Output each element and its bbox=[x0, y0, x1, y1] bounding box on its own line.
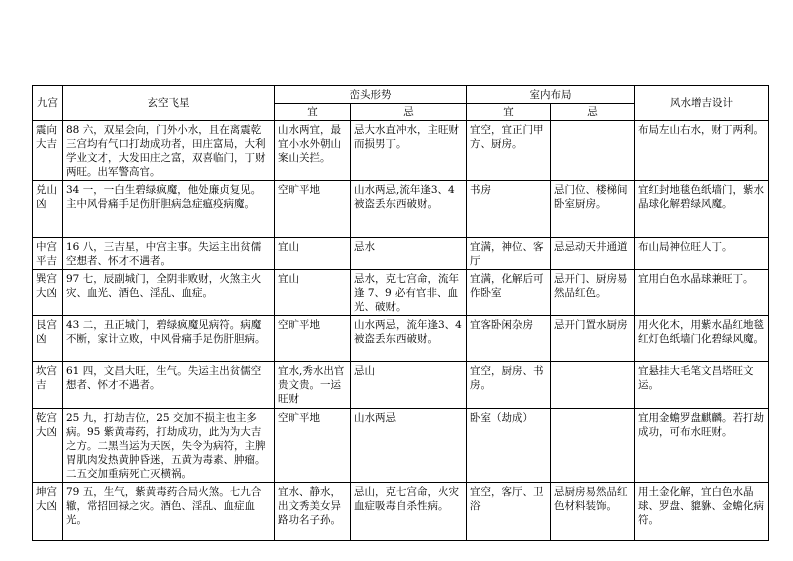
flying-star-cell: 25 九，打劫吉位，25 交加不损主也主多病。95 紫黄毒药，打劫成功，此为为大吉之方。二黑当运为天医，失令为病符，主脾胃肌肉发热黄肿昏迷，五黄为毒素、肿瘤。二五交加重病死亡灭横祸。 bbox=[63, 409, 275, 483]
indoor-yi-cell: 宜满，神位、客厅 bbox=[467, 238, 551, 270]
terrain-ji-cell: 忌水 bbox=[351, 238, 467, 270]
indoor-yi-cell: 书房 bbox=[467, 181, 551, 238]
terrain-yi-cell: 空旷平地 bbox=[275, 316, 351, 362]
palace-cell: 坤宫大凶 bbox=[33, 483, 63, 541]
terrain-ji-cell: 山水两忌,流年逢3、4 被盗丢东西破财。 bbox=[351, 181, 467, 238]
table-row bbox=[33, 316, 769, 362]
header-palace: 九宫 bbox=[33, 86, 63, 121]
indoor-yi-cell: 宜客卧闲杂房 bbox=[467, 316, 551, 362]
indoor-yi-cell: 宜空，宜正门甲方、厨房。 bbox=[467, 121, 551, 181]
table-row bbox=[33, 483, 769, 541]
flying-star-cell: 61 四，文昌大旺，生气。失运主出贫儒空想者、怀才不遇者。 bbox=[63, 362, 275, 409]
terrain-ji-cell: 山水两忌 bbox=[351, 409, 467, 483]
indoor-ji-cell bbox=[551, 409, 635, 483]
subheader-indoor-yi: 宜 bbox=[467, 104, 551, 121]
header-flying-star: 玄空飞星 bbox=[63, 86, 275, 121]
header-indoor: 室内布局 bbox=[467, 86, 635, 104]
header-row bbox=[33, 86, 769, 104]
table-row bbox=[33, 270, 769, 316]
indoor-yi-cell: 卧室（劫成） bbox=[467, 409, 551, 483]
design-cell: 宜用金蟾罗盘麒麟。若打劫成功，可布水旺财。 bbox=[635, 409, 769, 483]
terrain-yi-cell: 宜水,秀水出官贵文贵。一运旺财 bbox=[275, 362, 351, 409]
indoor-ji-cell: 忌厨房易然品红色材料装饰。 bbox=[551, 483, 635, 541]
terrain-yi-cell: 宜山 bbox=[275, 270, 351, 316]
design-cell: 用土金化解，宜白色水晶球、罗盘、貔貅、金蟾化病符。 bbox=[635, 483, 769, 541]
terrain-yi-cell: 宜水、静水，出文秀美女异路功名子孙。 bbox=[275, 483, 351, 541]
header-terrain: 峦头形势 bbox=[275, 86, 467, 104]
indoor-ji-cell: 忌开门、厨房易然品红色。 bbox=[551, 270, 635, 316]
palace-cell: 中宫平吉 bbox=[33, 238, 63, 270]
indoor-ji-cell: 忌开门置水厨房 bbox=[551, 316, 635, 362]
indoor-ji-cell bbox=[551, 362, 635, 409]
design-cell: 宜悬挂大毛笔文昌塔旺文运。 bbox=[635, 362, 769, 409]
table-row bbox=[33, 181, 769, 238]
indoor-ji-cell: 忌忌动天井通道 bbox=[551, 238, 635, 270]
terrain-ji-cell: 忌水，克七宫命，流年逢 7、9 必有官非、血光、破财。 bbox=[351, 270, 467, 316]
design-cell: 布局左山右水，财丁两利。 bbox=[635, 121, 769, 181]
flying-star-cell: 97 七，辰副城门，全阴非败财，火煞主火灾、血光、酒色、淫乱、血症。 bbox=[63, 270, 275, 316]
terrain-yi-cell: 空旷平地 bbox=[275, 409, 351, 483]
indoor-ji-cell: 忌门位、楼梯间卧室厨房。 bbox=[551, 181, 635, 238]
terrain-ji-cell: 忌大水直冲水，主旺财而损男丁。 bbox=[351, 121, 467, 181]
palace-cell: 乾宫大凶 bbox=[33, 409, 63, 483]
flying-star-cell: 43 二，丑正城门，碧绿疯魔见病符。病魔不断，家计立败，中风骨痛手足伤肝胆病。 bbox=[63, 316, 275, 362]
subheader-terrain-ji: 忌 bbox=[351, 104, 467, 121]
design-cell: 宜用白色水晶球兼旺丁。 bbox=[635, 270, 769, 316]
indoor-yi-cell: 宜空，厨房、书房。 bbox=[467, 362, 551, 409]
indoor-ji-cell bbox=[551, 121, 635, 181]
design-cell: 用火化木，用紫水晶红地毯红灯色纸墙门化碧绿风魔。 bbox=[635, 316, 769, 362]
design-cell: 宜红封地毯色纸墙门，紫水晶球化解碧绿风魔。 bbox=[635, 181, 769, 238]
terrain-yi-cell: 山水两宜，最宜小水外朝山案山关拦。 bbox=[275, 121, 351, 181]
palace-cell: 艮宫凶 bbox=[33, 316, 63, 362]
flying-star-cell: 79 五，生气，紫黄毒药合局火煞。七九合辙，常招回禄之灾。酒色、淫乱、血症血光。 bbox=[63, 483, 275, 541]
terrain-ji-cell: 忌山，克七宫命，火灾血症吸毒自杀性病。 bbox=[351, 483, 467, 541]
table-row bbox=[33, 409, 769, 483]
table-row bbox=[33, 121, 769, 181]
design-cell: 布山局神位旺人丁。 bbox=[635, 238, 769, 270]
palace-cell: 兑山凶 bbox=[33, 181, 63, 238]
table-row bbox=[33, 362, 769, 409]
header-fengshui-design: 风水增吉设计 bbox=[635, 86, 769, 121]
indoor-yi-cell: 宜空，客厅、卫浴 bbox=[467, 483, 551, 541]
table-row bbox=[33, 238, 769, 270]
subheader-indoor-ji: 忌 bbox=[551, 104, 635, 121]
terrain-ji-cell: 忌山 bbox=[351, 362, 467, 409]
palace-cell: 巽宫大凶 bbox=[33, 270, 63, 316]
nine-palace-table bbox=[32, 85, 769, 541]
flying-star-cell: 16 八，三吉星，中宫主事。失运主出贫儒空想者、怀才不遇者。 bbox=[63, 238, 275, 270]
palace-cell: 坎宫吉 bbox=[33, 362, 63, 409]
palace-cell: 震向大吉 bbox=[33, 121, 63, 181]
terrain-ji-cell: 山水两忌，流年逢3、4 被盗丢东西破财。 bbox=[351, 316, 467, 362]
indoor-yi-cell: 宜满，化解后可作卧室 bbox=[467, 270, 551, 316]
subheader-terrain-yi: 宜 bbox=[275, 104, 351, 121]
terrain-yi-cell: 空旷平地 bbox=[275, 181, 351, 238]
flying-star-cell: 34 一，一白生碧绿疯魔，他处廉贞复见。主中风骨痛手足伤肝胆病急症瘟疫病魔。 bbox=[63, 181, 275, 238]
terrain-yi-cell: 宜山 bbox=[275, 238, 351, 270]
flying-star-cell: 88 六，双星会向，门外小水，且在离震乾三宫均有气口打劫成功者，田庄富局，大利学业文才，大发田庄之富，双喜临门，丁财两旺。出军警高官。 bbox=[63, 121, 275, 181]
